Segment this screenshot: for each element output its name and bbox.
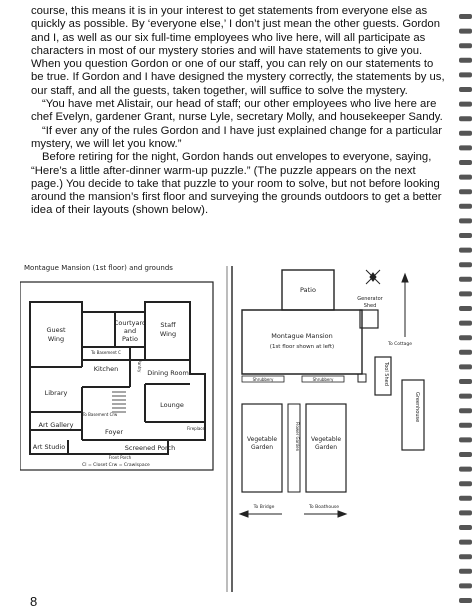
mansion-maps — [20, 262, 450, 592]
generator-label-2: Shed — [363, 303, 377, 309]
spiral-coil — [459, 437, 472, 442]
spiral-coil — [459, 218, 472, 223]
map-legend: Cl = Closet Crw = Crawlspace — [82, 463, 150, 468]
story-text — [31, 5, 449, 218]
mansion-sublabel: (1st floor shown at left) — [269, 344, 335, 350]
staff-wing-label-2: Wing — [159, 330, 177, 338]
library-label: Library — [44, 389, 68, 397]
spiral-coil — [459, 452, 472, 457]
spiral-coil — [459, 496, 472, 501]
compass-icon — [366, 270, 380, 284]
courtyard-label-3: Patio — [122, 335, 138, 343]
shrubbery-left-label: Shrubbery — [252, 377, 274, 382]
spiral-coil — [459, 481, 472, 486]
veg-garden-left-1: Vegetable — [246, 436, 278, 443]
fireplace-label: Fireplace — [187, 426, 205, 431]
generator-label-1: Generator — [357, 296, 383, 302]
greenhouse-label: Greenhouse — [414, 392, 420, 423]
tool-shed-label: Tool Shed — [383, 362, 389, 386]
spiral-coil — [459, 262, 472, 267]
paragraph-1: course, this means it is in your interest to get statements from everyone else as quickly as possible. By ‘everyone else,’ I don’t just mean the other guests. Gordon and I, as well as our six full-time employees who live here, will all participate as characters in most of our mystery stories and will have statements to give you. When you question Gordon or one of our staff, you can rely on our statements to be true. If Gordon and I have designed the mystery correctly, the statements by us, our staff, and all the guests, taken together, will suffice to solve the mystery. — [31, 5, 445, 97]
veg-garden-left-2: Garden — [251, 444, 273, 451]
spiral-coil — [459, 14, 472, 19]
paragraph-2: “You have met Alistair, our head of staff; our other employees who live here are chef Evelyn, gardener Grant, nurse Lyle, secretary Molly, and housekeeper Sandy. — [31, 98, 443, 124]
front-porch-label: Front Porch — [108, 455, 132, 460]
patio-label: Patio — [300, 286, 316, 294]
guest-wing-label-1: Guest — [46, 326, 66, 334]
to-cottage-label: To Cottage — [388, 342, 412, 347]
spiral-coil — [459, 291, 472, 296]
spiral-coil — [459, 116, 472, 121]
left-map-title: Montague Mansion (1st floor) and grounds — [24, 264, 173, 272]
spiral-coil — [459, 189, 472, 194]
spiral-coil — [459, 204, 472, 209]
guest-wing-label-2: Wing — [47, 335, 65, 343]
to-basement-label: To Basement C — [91, 350, 121, 355]
pantry-label: Pantry — [137, 359, 142, 373]
courtyard-label-2: and — [123, 327, 137, 335]
spiral-coil — [459, 131, 472, 136]
spiral-coil — [459, 321, 472, 326]
spiral-coil — [459, 554, 472, 559]
lounge-label: Lounge — [160, 401, 184, 409]
foyer-label: Foyer — [104, 428, 124, 436]
porch-step — [358, 374, 366, 382]
spiral-coil — [459, 364, 472, 369]
to-boathouse-label: To Boathouse — [308, 505, 340, 510]
dining-room-label: Dining Room — [147, 369, 189, 377]
spiral-coil — [459, 175, 472, 180]
spiral-coil — [459, 248, 472, 253]
spiral-coil — [459, 306, 472, 311]
spiral-coil — [459, 510, 472, 515]
spiral-coil — [459, 102, 472, 107]
paragraph-3: “If ever any of the rules Gordon and I have just explained change for a particular mystery, we will let you know.” — [31, 124, 443, 150]
spiral-coil — [459, 145, 472, 150]
spiral-coil — [459, 72, 472, 77]
screened-porch-label: Screened Porch — [124, 444, 176, 452]
spiral-coil — [459, 423, 472, 428]
spiral-coil — [459, 350, 472, 355]
spiral-coil — [459, 43, 472, 48]
spiral-coil — [459, 408, 472, 413]
to-basement-crw-label: To Basement Crw — [82, 412, 118, 417]
spiral-coil — [459, 525, 472, 530]
spiral-coil — [459, 29, 472, 34]
veg-garden-right-1: Vegetable — [310, 436, 342, 443]
cottage-arrow-icon — [402, 274, 408, 337]
spiral-binding — [456, 0, 474, 613]
kitchen-label: Kitchen — [93, 365, 119, 373]
spiral-coil — [459, 335, 472, 340]
spiral-coil — [459, 583, 472, 588]
spiral-coil — [459, 569, 472, 574]
stairs — [112, 392, 126, 412]
spiral-coil — [459, 233, 472, 238]
paragraph-4: Before retiring for the night, Gordon hands out envelopes to everyone, saying, “Here’s a little after-dinner warm-up puzzle.” (The puzzle appears on the next page.) You decide to take that puzzle to your room to solve, but not before looking around the mansion’s first floor and surveying the grounds outdoors to get a better idea of their layouts (shown below). — [31, 151, 442, 217]
to-bridge-label: To Bridge — [253, 505, 275, 510]
veg-garden-right-2: Garden — [315, 444, 337, 451]
spiral-coil — [459, 160, 472, 165]
flower-garden-label: Flower Garden — [295, 422, 300, 452]
courtyard-label-1: Courtyard — [113, 319, 147, 327]
art-studio-label: Art Studio — [32, 443, 66, 451]
spiral-coil — [459, 379, 472, 384]
staff-wing-label-1: Staff — [160, 321, 176, 329]
spiral-coil — [459, 394, 472, 399]
spiral-coil — [459, 277, 472, 282]
page-number: 8 — [30, 594, 38, 609]
bridge-arrow-icon — [240, 511, 282, 517]
mansion-outline — [242, 310, 362, 374]
spiral-coil — [459, 58, 472, 63]
boathouse-arrow-icon — [304, 511, 346, 517]
art-gallery-label: Art Gallery — [38, 421, 74, 429]
spiral-coil — [459, 87, 472, 92]
mansion-label: Montague Mansion — [271, 332, 333, 340]
spiral-coil — [459, 467, 472, 472]
spiral-coil — [459, 598, 472, 603]
spiral-coil — [459, 540, 472, 545]
shrubbery-right-label: Shrubbery — [312, 377, 334, 382]
